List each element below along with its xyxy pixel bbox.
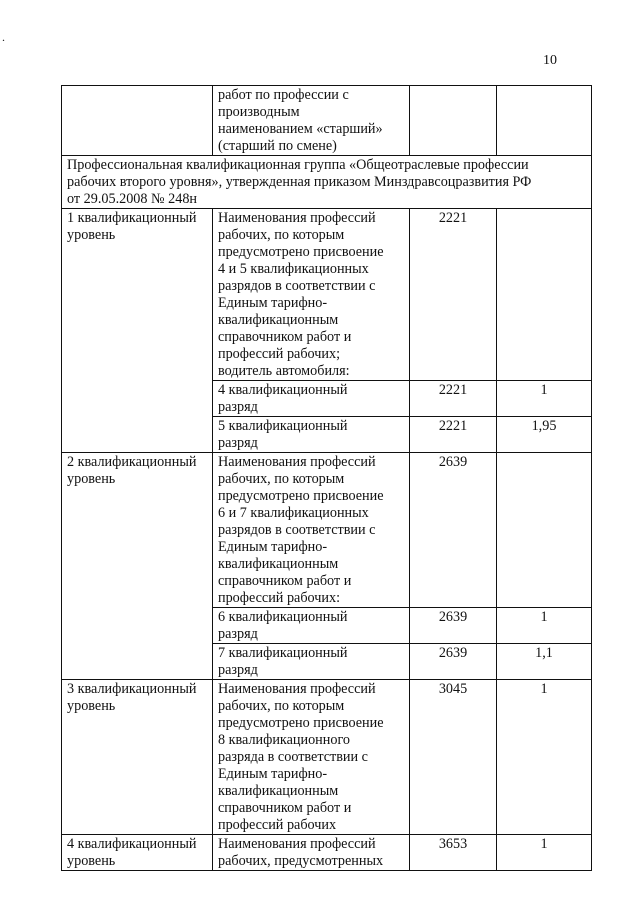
cell-text: профессий рабочих; [218, 346, 341, 362]
cell-text: 4 квалификационный [218, 382, 348, 398]
level-cell [62, 680, 213, 835]
cell-text: профессий рабочих: [218, 590, 341, 606]
coef-cell: 1 [497, 608, 592, 644]
cell-text: разряд [218, 435, 258, 451]
cell-text: 3 квалификационный [67, 681, 197, 697]
coef-cell: 1 [497, 835, 592, 871]
cell-text: Единым тарифно- [218, 539, 328, 555]
cell-text: квалификационным [218, 556, 339, 572]
cell-text: 8 квалификационного [218, 732, 351, 748]
coef-cell: 1,1 [497, 644, 592, 680]
table-row [62, 156, 592, 209]
cell-text: работ по профессии с [218, 87, 349, 103]
cell-text: квалификационным [218, 312, 339, 328]
cell-text: разрядов в соответствии с [218, 278, 376, 294]
cell-text: справочником работ и [218, 800, 352, 816]
code-cell: 2221 [410, 209, 497, 381]
code-cell: 2639 [410, 644, 497, 680]
table-cell [213, 417, 410, 453]
table-cell [213, 381, 410, 417]
code-cell: 2639 [410, 453, 497, 608]
table-row [62, 453, 592, 608]
cell-text: Наименования профессий [218, 836, 376, 852]
coef-cell: 1,95 [497, 417, 592, 453]
stray-dot: . [2, 30, 5, 44]
cell-text: водитель автомобиля: [218, 363, 350, 379]
cell-text: 1 квалификационный [67, 210, 197, 226]
salary-coefficients-table [61, 85, 592, 871]
cell-text: уровень [67, 227, 116, 243]
cell-text: 5 квалификационный [218, 418, 348, 434]
table-cell [497, 86, 592, 156]
group-header-line: от 29.05.2008 № 248н [67, 191, 198, 207]
cell-text: Единым тарифно- [218, 766, 328, 782]
coef-cell: 1 [497, 381, 592, 417]
cell-text: разряд [218, 399, 258, 415]
code-cell: 2639 [410, 608, 497, 644]
cell-text: справочником работ и [218, 573, 352, 589]
cell-text: (старший по смене) [218, 138, 337, 154]
level-cell [62, 209, 213, 453]
table-cell [213, 644, 410, 680]
code-cell: 3653 [410, 835, 497, 871]
cell-text: Наименования профессий [218, 454, 376, 470]
cell-text: уровень [67, 853, 116, 869]
cell-text: квалификационная группа [186, 157, 346, 173]
cell-text: уровень [67, 698, 116, 714]
table-row [62, 209, 592, 381]
table-cell [213, 209, 410, 381]
cell-text: предусмотрено присвоение [218, 488, 384, 504]
table-cell [213, 453, 410, 608]
cell-text: 2 квалификационный [67, 454, 197, 470]
group-header-cell [62, 156, 592, 209]
cell-text: рабочих, по которым [218, 471, 345, 487]
coef-cell [497, 209, 592, 381]
coef-cell: 1 [497, 680, 592, 835]
group-header-line [67, 157, 586, 174]
table-row [62, 835, 592, 871]
page-number: 10 [543, 53, 557, 68]
cell-text: Профессиональная [67, 157, 183, 173]
level-cell [62, 453, 213, 680]
cell-text: рабочих, по которым [218, 698, 345, 714]
table-cell [62, 86, 213, 156]
cell-text: Наименования профессий [218, 681, 376, 697]
cell-text: 7 квалификационный [218, 645, 348, 661]
cell-text: предусмотрено присвоение [218, 715, 384, 731]
cell-text: 6 квалификационный [218, 609, 348, 625]
cell-text: 4 квалификационный [67, 836, 197, 852]
cell-text: разряд [218, 626, 258, 642]
cell-text: наименованием «старший» [218, 121, 383, 137]
cell-text: разрядов в соответствии с [218, 522, 376, 538]
cell-text: квалификационным [218, 783, 339, 799]
cell-text: предусмотрено присвоение [218, 244, 384, 260]
code-cell: 2221 [410, 417, 497, 453]
level-cell [62, 835, 213, 871]
group-header-line: рабочих второго уровня», утвержденная приказом Минздравсоцразвития РФ [67, 174, 532, 190]
cell-text: Наименования профессий [218, 210, 376, 226]
cell-text: справочником работ и [218, 329, 352, 345]
cell-text: разряд [218, 662, 258, 678]
cell-text: разряда в соответствии с [218, 749, 368, 765]
cell-text: профессий рабочих [218, 817, 337, 833]
code-cell: 2221 [410, 381, 497, 417]
cell-text: уровень [67, 471, 116, 487]
cell-text: «Общеотраслевые профессии [349, 157, 529, 173]
code-cell: 3045 [410, 680, 497, 835]
table-cell [213, 835, 410, 871]
table-cell [213, 608, 410, 644]
cell-text: 6 и 7 квалификационных [218, 505, 369, 521]
cell-text: 4 и 5 квалификационных [218, 261, 369, 277]
cell-text: производным [218, 104, 300, 120]
table-cell [213, 86, 410, 156]
table-cell [410, 86, 497, 156]
cell-text: Единым тарифно- [218, 295, 328, 311]
coef-cell [497, 453, 592, 608]
table-row [62, 680, 592, 835]
table-cell [213, 680, 410, 835]
table-row [62, 86, 592, 156]
cell-text: рабочих, предусмотренных [218, 853, 384, 869]
cell-text: рабочих, по которым [218, 227, 345, 243]
